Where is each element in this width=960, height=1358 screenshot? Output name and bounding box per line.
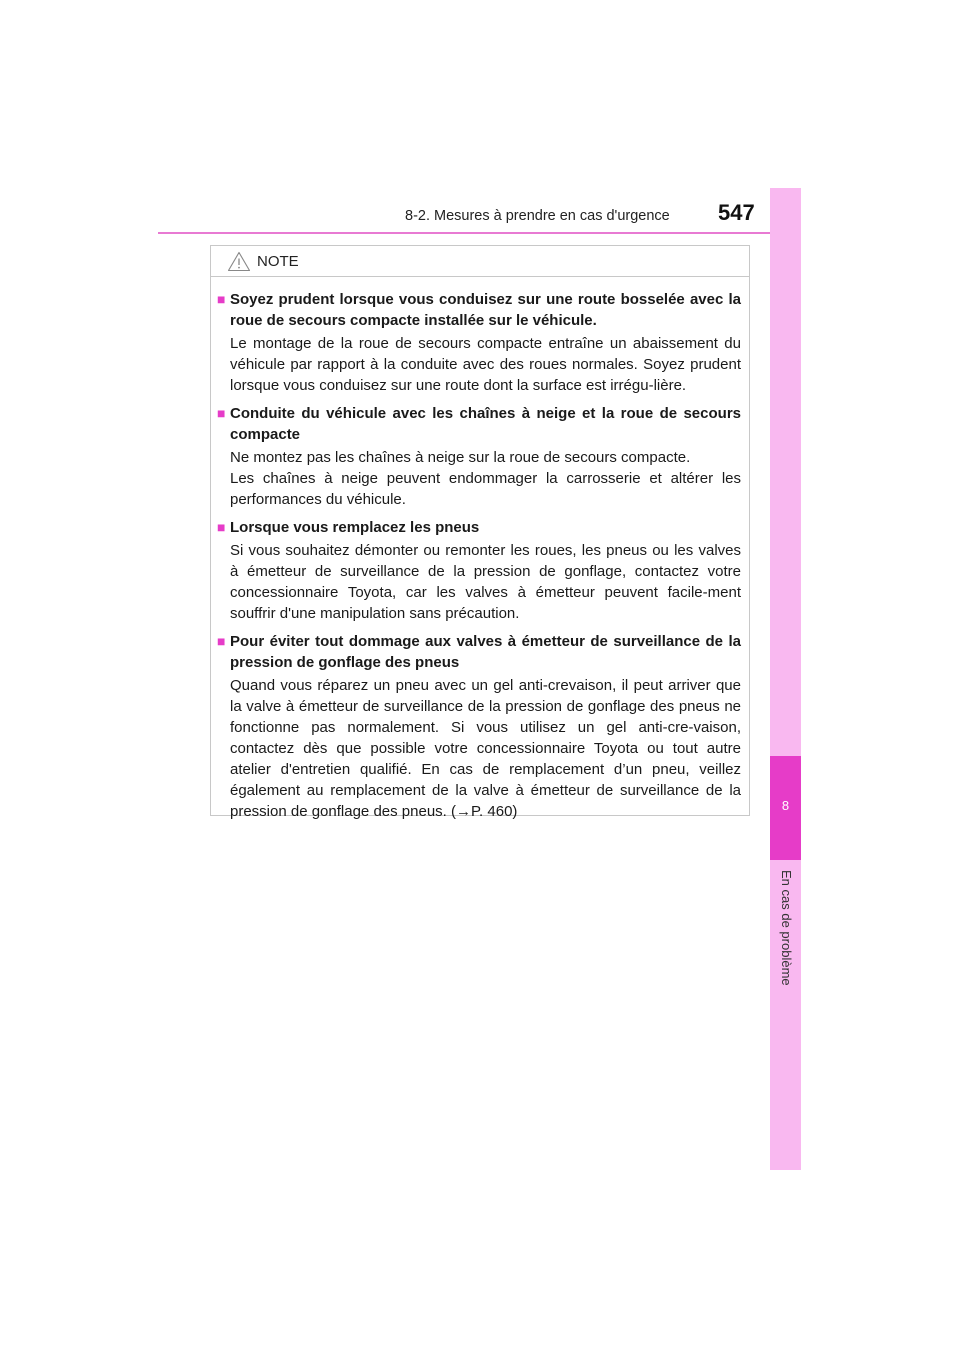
note-section bbox=[217, 289, 741, 396]
note-label: NOTE bbox=[257, 253, 299, 270]
square-bullet-icon: ■ bbox=[217, 291, 226, 307]
warning-triangle-icon bbox=[227, 251, 251, 277]
section-paragraph: Ne montez pas les chaînes à neige sur la roue de secours compacte. bbox=[230, 449, 691, 466]
section-paragraph: Quand vous réparez un pneu avec un gel anti-crevaison, il peut arriver que la valve à émetteur de surveillance de la pression de gonflage des pneus ne fonctionne pas normalement. Si vous utilisez un gel anti-cre-vaison, contactez dès que possible votre concessionnaire Toyota ou tout autre atelier d'entretien qualifié. En cas de remplacement d’un pneu, veillez également au remplacement de la valve à émetteur de surveillance de la pression de gonflage des pneus. (→P. 460) bbox=[230, 677, 741, 820]
note-section bbox=[217, 631, 741, 822]
section-paragraph: Le montage de la roue de secours compacte entraîne un abaissement du véhicule par rapport à la conduite avec des roues normales. Soyez prudent lorsque vous conduisez sur une route dont la surface est irrégu-lière. bbox=[230, 335, 741, 394]
section-heading: Soyez prudent lorsque vous conduisez sur une route bosselée avec la roue de secours compacte installée sur le véhicule. bbox=[230, 291, 741, 329]
chapter-number: 8 bbox=[781, 798, 790, 813]
note-box bbox=[210, 245, 750, 820]
square-bullet-icon: ■ bbox=[217, 633, 226, 649]
note-header bbox=[211, 246, 749, 277]
header-divider bbox=[158, 232, 800, 234]
chapter-label: En cas de problème bbox=[779, 870, 794, 986]
section-paragraph: Si vous souhaitez démonter ou remonter les roues, les pneus ou les valves à émetteur de surveillance de la pression de gonflage, contactez votre concessionnaire Toyota, car les valves à émetteur peuvent facile-ment souffrir d'une manipulation sans précaution. bbox=[230, 542, 741, 622]
section-heading: Conduite du véhicule avec les chaînes à neige et la roue de secours compacte bbox=[230, 405, 741, 443]
note-section bbox=[217, 517, 741, 624]
square-bullet-icon: ■ bbox=[217, 405, 226, 421]
note-body bbox=[211, 277, 749, 822]
section-heading: Pour éviter tout dommage aux valves à émetteur de surveillance de la pression de gonflage des pneus bbox=[230, 633, 741, 671]
note-section bbox=[217, 403, 741, 510]
section-paragraph: Les chaînes à neige peuvent endommager la carrosserie et altérer les performances du véhicule. bbox=[230, 470, 741, 508]
chapter-side-tab bbox=[770, 188, 801, 1170]
square-bullet-icon: ■ bbox=[217, 519, 226, 535]
running-header-title: 8-2. Mesures à prendre en cas d'urgence bbox=[405, 208, 670, 224]
page-number: 547 bbox=[718, 200, 755, 225]
section-heading: Lorsque vous remplacez les pneus bbox=[230, 519, 480, 536]
